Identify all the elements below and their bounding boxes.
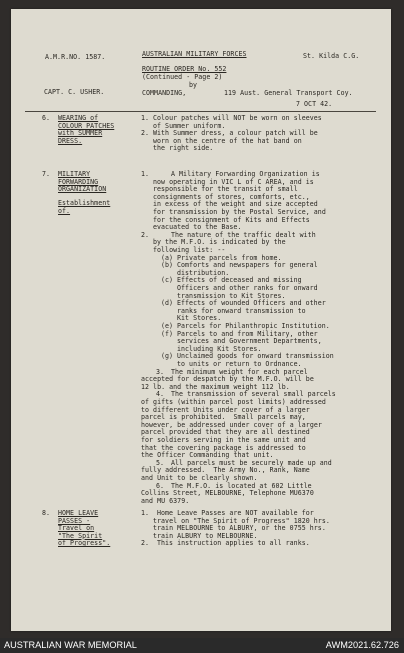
item-title: ORGANIZATION: [58, 185, 107, 194]
paragraph-number: 2.: [141, 539, 150, 548]
paragraph-number: 1.: [141, 170, 150, 178]
list-line: Parcels for Philanthropic Institution.: [177, 322, 330, 330]
paragraph-line: travel on "The Spirit of Progress" 1820 hrs.: [153, 516, 330, 525]
paragraph-line: This instruction applies to all ranks.: [157, 539, 310, 548]
signatory: CAPT. C. USHER.: [44, 88, 105, 96]
paragraph-number: 4.: [156, 390, 165, 399]
commanding-label: COMMANDING,: [142, 89, 187, 97]
paragraph-line: The transmission of several small parcels: [171, 390, 336, 399]
item-title: COLOUR PATCHES: [58, 121, 115, 130]
paragraph-line: The nature of the traffic dealt with: [171, 230, 316, 239]
item-title: Travel on: [58, 524, 95, 533]
paragraph-line: Colour patches will NOT be worn on sleeves: [153, 114, 322, 122]
list-line: distribution.: [177, 268, 230, 277]
order-date: 7 OCT 42.: [296, 100, 333, 108]
paragraph-line: for the consignment of Kits and Effects: [153, 215, 310, 224]
by-label: by: [189, 81, 198, 89]
paragraph-line: 12 lb. and the maximum weight 112 lb.: [141, 382, 290, 391]
paragraph-line: to different Units under cover of a larger: [141, 405, 310, 414]
item-title: DRESS.: [58, 136, 83, 145]
item-title: HOME LEAVE: [58, 509, 99, 517]
item-title: WEARING of: [58, 114, 99, 122]
paragraph-line: the right side.: [153, 144, 214, 153]
item-subtitle: of.: [58, 206, 71, 215]
paragraph-line: the Officer Commanding that unit.: [141, 451, 274, 460]
list-label: (c): [161, 276, 174, 285]
paragraph-line: train ALBURY to MELBOURNE.: [153, 531, 258, 540]
list-line: Comforts and newspapers for general: [177, 261, 318, 270]
item-subtitle: Establishment: [58, 199, 111, 207]
item-title: of Progress".: [58, 539, 111, 548]
continuation-note: (Continued - Page 2): [142, 73, 223, 81]
paragraph-line: that the covering package is addressed to: [141, 443, 306, 452]
list-label: (f): [161, 329, 174, 338]
paragraph-line: however, be addressed under cover of a larger: [141, 420, 322, 429]
list-label: (g): [161, 352, 174, 361]
list-label: (e): [161, 322, 174, 330]
paragraph-line: evacuated to the Base.: [153, 223, 242, 232]
paragraph-line: train MELBOURNE to ALBURY, or the 0755 hrs.: [153, 524, 326, 533]
paragraph-number: 1.: [141, 509, 150, 517]
paragraph-line: The M.F.O. is located at 602 Little: [171, 481, 312, 490]
order-reference: A.M.R.NO. 1587.: [45, 53, 106, 61]
list-line: transmission to Kit Stores.: [177, 291, 286, 300]
footer-institution: AUSTRALIAN WAR MEMORIAL: [4, 640, 137, 650]
paragraph-line: parcel is prohibited. Small parcels may,: [141, 413, 306, 422]
paragraph-number: 5.: [156, 458, 165, 467]
list-line: Private parcels from home.: [177, 253, 282, 262]
list-line: Kit Stores.: [177, 314, 222, 323]
list-line: Parcels to and from Military, other: [177, 329, 318, 338]
list-line: including Kit Stores.: [177, 344, 262, 353]
routine-order-title: ROUTINE ORDER No. 552: [142, 65, 227, 73]
item-title: MILITARY: [58, 170, 91, 178]
paragraph-line: All parcels must be securely made up and: [171, 458, 332, 467]
paragraph-line: Collins Street, MELBOURNE, Telephone MU6370: [141, 489, 314, 498]
list-line: Officers and other ranks for onward: [177, 284, 318, 292]
item-number: 7.: [42, 170, 51, 178]
paragraph-line: accepted for despatch by the M.F.O. will be: [141, 375, 314, 384]
paragraph-line: consignments of stores, comforts, etc.,: [153, 192, 310, 201]
list-line: to units or return to Ordnance.: [177, 360, 302, 368]
paragraph-number: 3.: [156, 367, 165, 376]
item-number: 8.: [42, 509, 51, 517]
paragraph-line: of gifts (within parcel post limits) addressed: [141, 398, 326, 406]
item-title: "The Spirit: [58, 531, 103, 540]
paragraph-line: fully addressed. The Army No., Rank, Name: [141, 466, 310, 475]
item-title: PASSES -: [58, 516, 91, 525]
paragraph-line: With Summer dress, a colour patch will be: [153, 129, 318, 138]
list-line: services and Government Departments,: [177, 337, 322, 346]
paragraph-line: and Unit to be clearly shown.: [141, 474, 258, 482]
paragraph-number: 2.: [141, 129, 150, 138]
list-line: ranks for onward transmission to: [177, 306, 306, 315]
organisation-name: AUSTRALIAN MILITARY FORCES: [142, 50, 247, 58]
paragraph-line: for soldiers serving in the same unit and: [141, 436, 306, 444]
footer-bar: [0, 638, 404, 653]
paragraph-line: parcel provided that they are all destined: [141, 428, 310, 437]
paragraph-number: 1.: [141, 114, 150, 122]
item-title: with SUMMER: [58, 129, 103, 138]
paragraph-number: 2.: [141, 230, 150, 239]
paragraph-line: A Military Forwarding Organization is: [171, 170, 320, 178]
paragraph-line: responsible for the transit of small: [153, 185, 298, 194]
paragraph-number: 6.: [156, 481, 165, 490]
list-line: Effects of deceased and missing: [177, 276, 302, 285]
paragraph-line: by the M.F.O. is indicated by the: [153, 238, 286, 247]
list-label: (d): [161, 299, 174, 308]
paragraph-line: and MU 6379.: [141, 496, 190, 505]
document-page: [11, 9, 391, 631]
unit-name: 119 Aust. General Transport Coy.: [224, 89, 353, 97]
list-line: Effects of wounded Officers and other: [177, 299, 326, 308]
header-rule: [25, 111, 376, 112]
paragraph-line: of Summer uniform.: [153, 121, 226, 130]
item-number: 6.: [42, 114, 51, 122]
paragraph-line: for transmission by the Postal Service, and: [153, 208, 326, 216]
list-label: (a): [161, 253, 174, 262]
footer-accession-number: AWM2021.62.726: [325, 640, 399, 650]
paragraph-line: following list: --: [153, 246, 226, 254]
paragraph-line: Home Leave Passes are NOT available for: [157, 509, 314, 517]
item-title: FORWARDING: [58, 177, 99, 186]
paragraph-line: The minimum weight for each parcel: [171, 367, 308, 376]
paragraph-line: worn on the centre of the hat band on: [153, 136, 302, 145]
list-label: (b): [161, 261, 174, 270]
station-location: St. Kilda C.G.: [303, 52, 360, 60]
list-line: Unclaimed goods for onward transmission: [177, 352, 334, 361]
paragraph-line: in excess of the weight and size accepted: [153, 200, 318, 209]
paragraph-line: now operating in VIC L of C AREA, and is: [153, 177, 314, 186]
